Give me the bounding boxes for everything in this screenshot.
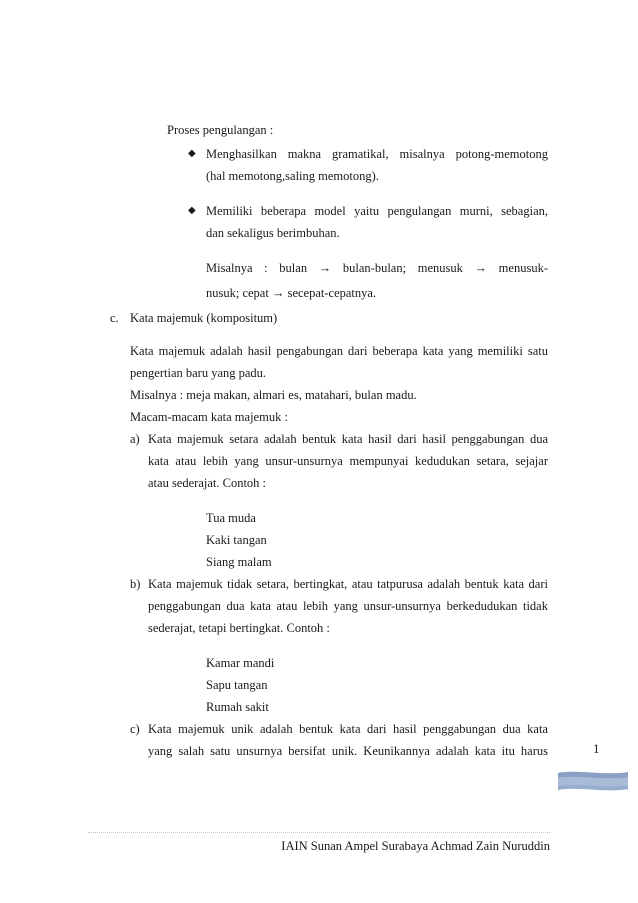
- footer-divider: [88, 832, 550, 833]
- footer-text: IAIN Sunan Ampel Surabaya Achmad Zain Nuruddin: [281, 839, 550, 853]
- misalnya-line-2: nusuk; cepat → secepat-cepatnya.: [206, 286, 377, 300]
- item-a-line-1: Kata majemuk setara adalah bentuk kata hasil dari hasil penggabungan dua: [148, 432, 548, 446]
- item-b-example: Rumah sakit: [206, 700, 269, 714]
- page-number: 1: [593, 741, 600, 756]
- page-tab-decoration: [556, 769, 630, 793]
- item-b-line-1: Kata majemuk tidak setara, bertingkat, atau tatpurusa adalah bentuk kata dari: [148, 577, 548, 591]
- item-b-example: Kamar mandi: [206, 656, 275, 670]
- item-b-example: Sapu tangan: [206, 678, 268, 692]
- types-heading: Macam-macam kata majemuk :: [130, 410, 288, 424]
- bullet-1-line-1: Menghasilkan makna gramatikal, misalnya potong-memotong: [206, 147, 548, 161]
- section-c-marker: c.: [110, 311, 119, 325]
- item-c-line-1: Kata majemuk unik adalah bentuk kata dari hasil penggabungan dua kata: [148, 722, 548, 736]
- item-b-line-3: sederajat, tetapi bertingkat. Contoh :: [148, 621, 330, 635]
- section-c-title: Kata majemuk (kompositum): [130, 311, 278, 325]
- definition-line-1: Kata majemuk adalah hasil pengabungan dari beberapa kata yang memiliki satu: [130, 344, 548, 358]
- item-a-marker: a): [130, 432, 140, 446]
- proses-heading: Proses pengulangan :: [167, 123, 274, 137]
- item-b-line-2: penggabungan dua kata atau lebih yang unsur-unsurnya berkedudukan tidak: [148, 599, 548, 613]
- bullet-2-line-2: dan sekaligus berimbuhan.: [206, 226, 340, 240]
- item-a-example: Siang malam: [206, 555, 272, 569]
- diamond-bullet-icon: ◆: [188, 148, 196, 159]
- item-a-line-3: atau sederajat. Contoh :: [148, 476, 267, 490]
- item-a-example: Kaki tangan: [206, 533, 267, 547]
- item-c-marker: c): [130, 722, 140, 736]
- example-line: Misalnya : meja makan, almari es, matahari, bulan madu.: [130, 388, 417, 402]
- item-b-marker: b): [130, 577, 141, 591]
- item-c-line-2: yang salah satu unsurnya bersifat unik. Keunikannya adalah kata itu harus: [148, 744, 548, 758]
- item-a-line-2: kata atau lebih yang unsur-unsurnya mempunyai kedudukan setara, sejajar: [148, 454, 548, 468]
- bullet-1-line-2: (hal memotong,saling memotong).: [206, 169, 379, 183]
- definition-line-2: pengertian baru yang padu.: [130, 366, 267, 380]
- item-a-example: Tua muda: [206, 511, 256, 525]
- diamond-bullet-icon: ◆: [188, 205, 196, 216]
- bullet-2-line-1: Memiliki beberapa model yaitu pengulangan murni, sebagian,: [206, 204, 548, 218]
- misalnya-line-1: Misalnya : bulan → bulan-bulan; menusuk → menusuk-: [206, 261, 548, 275]
